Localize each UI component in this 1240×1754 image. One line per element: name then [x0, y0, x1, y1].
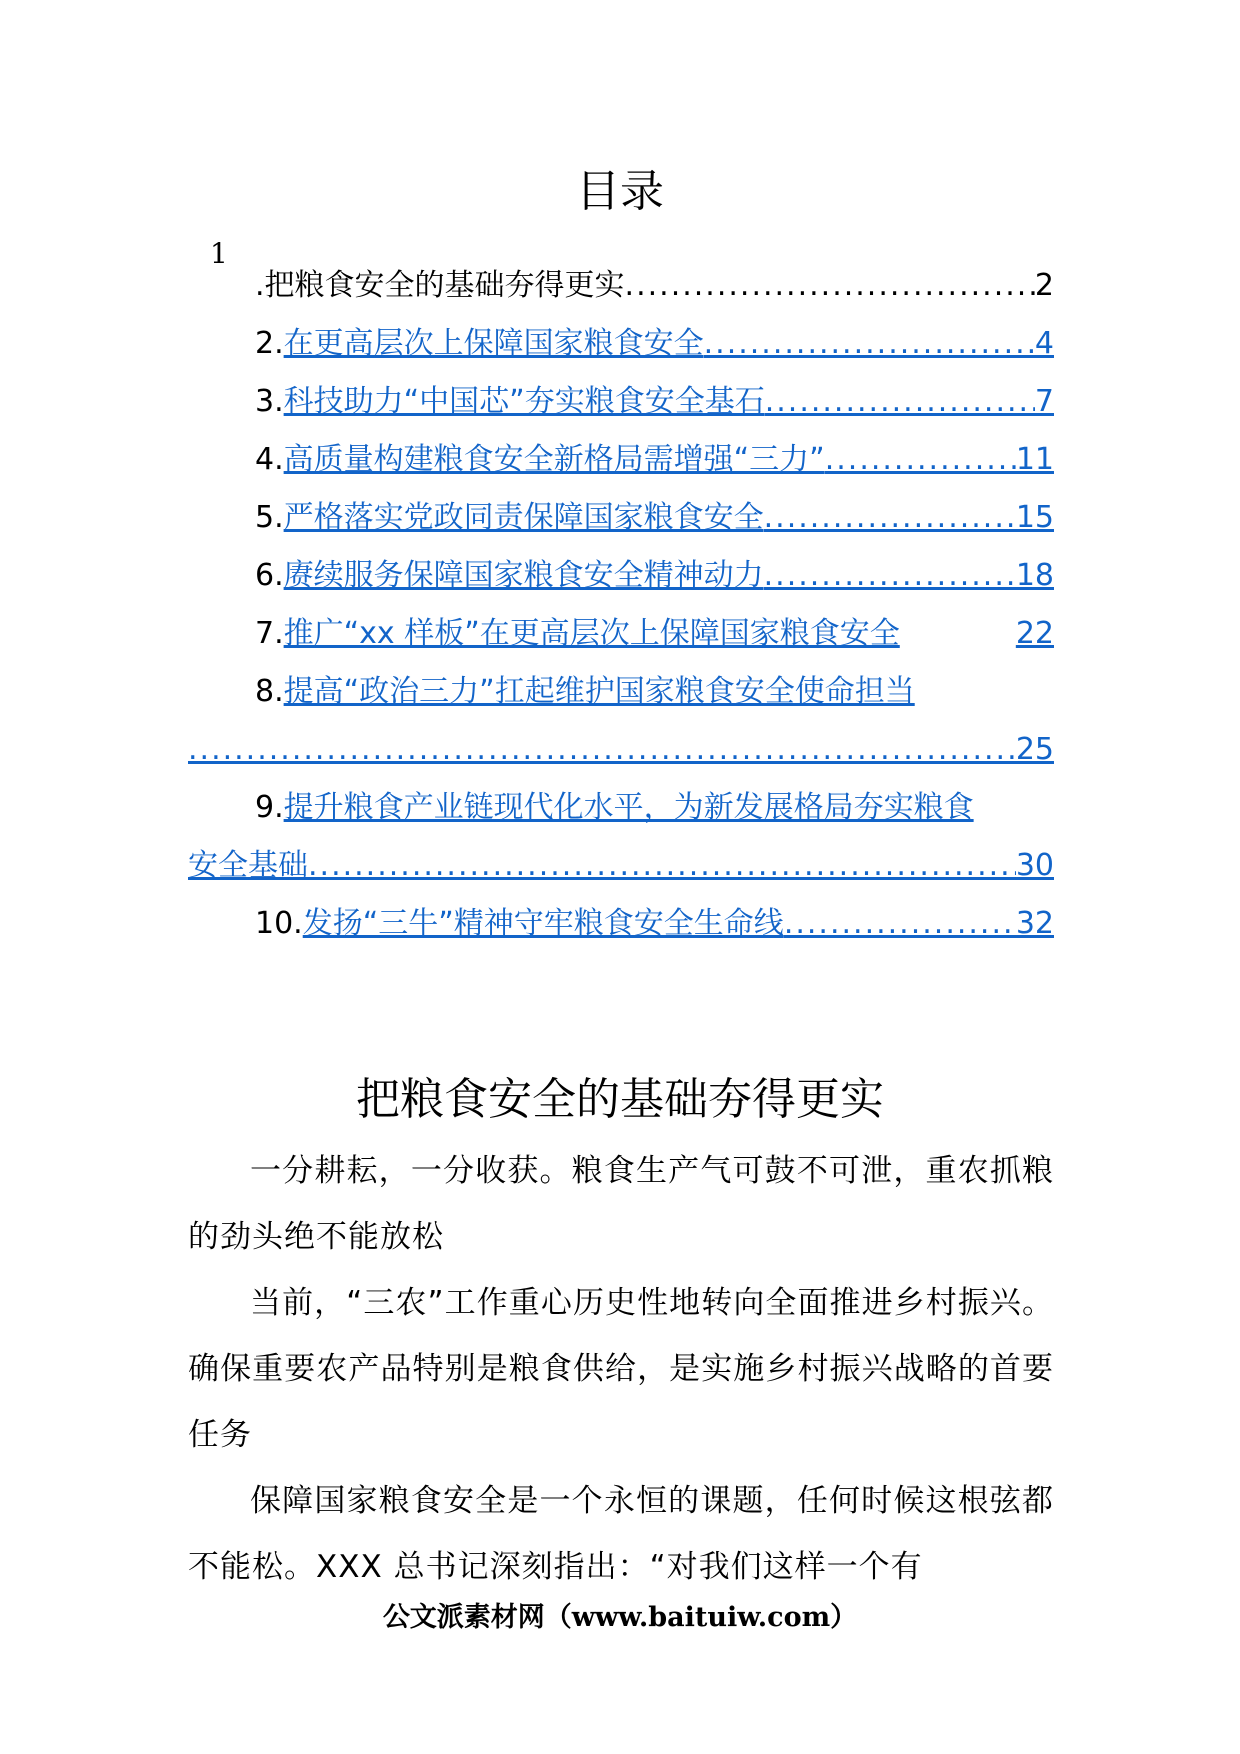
- toc-entry-5[interactable]: [188, 496, 1054, 540]
- toc-entry-8-continuation[interactable]: [188, 728, 1054, 772]
- toc-entry-link[interactable]: 在更高层次上保障国家粮食安全: [283, 326, 704, 361]
- toc-leader-dots: [765, 380, 1035, 424]
- toc-stray-number: 1: [210, 237, 228, 270]
- article-title: 把粮食安全的基础夯得更实: [356, 1074, 884, 1125]
- toc-entry-3[interactable]: [188, 380, 1054, 424]
- toc-title: 目录: [576, 166, 664, 217]
- toc-entry-number: 9.: [255, 790, 284, 825]
- toc-page-number[interactable]: 30: [1015, 848, 1054, 883]
- toc-entry-number: 6.: [255, 558, 284, 593]
- footer-source: 公文派素材网（www.baituiw.com）: [382, 1602, 858, 1633]
- toc-page-number[interactable]: 32: [1015, 906, 1054, 941]
- toc-entry-link[interactable]: 发扬“三牛”精神守牢粮食安全生命线: [302, 906, 784, 941]
- toc-entry-number: 10.: [255, 906, 303, 941]
- toc-page-number[interactable]: 18: [1015, 558, 1054, 593]
- toc-entry-4[interactable]: [188, 438, 1054, 482]
- toc-leader-dots: [784, 902, 1016, 946]
- body-paragraph: 当前，“三农”工作重心历史性地转向全面推进乡村振兴。确保重要农产品特别是粮食供给，是实施乡村振兴战略的首要任务: [188, 1285, 1054, 1453]
- toc-leader-dots: [900, 612, 1016, 656]
- toc-leader-dots: [625, 264, 1035, 308]
- toc-entry-number: 7.: [255, 616, 284, 651]
- toc-entry-8[interactable]: [188, 670, 1054, 714]
- toc-page-number: 2: [1034, 268, 1054, 303]
- toc-leader-dots: [764, 496, 1016, 540]
- toc-page-number[interactable]: 25: [1015, 732, 1054, 767]
- toc-entry-10[interactable]: [188, 902, 1054, 946]
- toc-entry-link[interactable]: 提高“政治三力”扛起维护国家粮食安全使命担当: [283, 674, 915, 709]
- toc-leader-dots: [825, 438, 1016, 482]
- toc-entry-link[interactable]: 严格落实党政同责保障国家粮食安全: [283, 500, 764, 535]
- toc-entry-2[interactable]: [188, 322, 1054, 366]
- toc-entry-9-continuation[interactable]: [188, 844, 1054, 888]
- toc-entry-text[interactable]: 把粮食安全的基础夯得更实: [264, 268, 625, 303]
- toc-entry-link[interactable]: 推广“xx 样板”在更高层次上保障国家粮食安全: [283, 616, 900, 651]
- toc-entry-number: 2.: [255, 326, 284, 361]
- toc-entry-number: 8.: [255, 674, 284, 709]
- toc-page-number[interactable]: 15: [1015, 500, 1054, 535]
- toc-entry-link-continuation[interactable]: 安全基础: [188, 848, 308, 883]
- body-paragraph: 一分耕耘，一分收获。粮食生产气可鼓不可泄，重农抓粮的劲头绝不能放松: [188, 1153, 1054, 1255]
- toc-entry-link[interactable]: 科技助力“中国芯”夯实粮食安全基石: [283, 384, 765, 419]
- toc-entry-1[interactable]: [188, 264, 1054, 308]
- toc-leader-dots: [764, 554, 1016, 598]
- toc-entry-link[interactable]: 高质量构建粮食安全新格局需增强“三力”: [283, 442, 825, 477]
- toc-entry-number: 4.: [255, 442, 284, 477]
- toc-entry-number: 5.: [255, 500, 284, 535]
- toc-leader-dots: [704, 322, 1035, 366]
- toc-page-number[interactable]: 11: [1015, 442, 1054, 477]
- toc-entry-link[interactable]: 赓续服务保障国家粮食安全精神动力: [283, 558, 764, 593]
- toc-entry-6[interactable]: [188, 554, 1054, 598]
- body-paragraph: 保障国家粮食安全是一个永恒的课题，任何时候这根弦都不能松。XXX 总书记深刻指出：“对我们这样一个有: [188, 1483, 1054, 1585]
- toc-leader-dots: [188, 728, 1016, 772]
- toc-leader-dots: [308, 844, 1016, 888]
- toc-entry-number: 3.: [255, 384, 284, 419]
- toc-page-number[interactable]: 7: [1034, 384, 1054, 419]
- toc-entry-7[interactable]: [188, 612, 1054, 656]
- toc-entry-link[interactable]: 提升粮食产业链现代化水平，为新发展格局夯实粮食: [283, 790, 974, 825]
- toc-page-number[interactable]: 4: [1034, 326, 1054, 361]
- article-body: [188, 1138, 1054, 1600]
- toc-entry-number: .: [255, 268, 265, 303]
- toc-entry-9[interactable]: [188, 786, 1054, 830]
- toc-page-number[interactable]: 22: [1015, 616, 1054, 651]
